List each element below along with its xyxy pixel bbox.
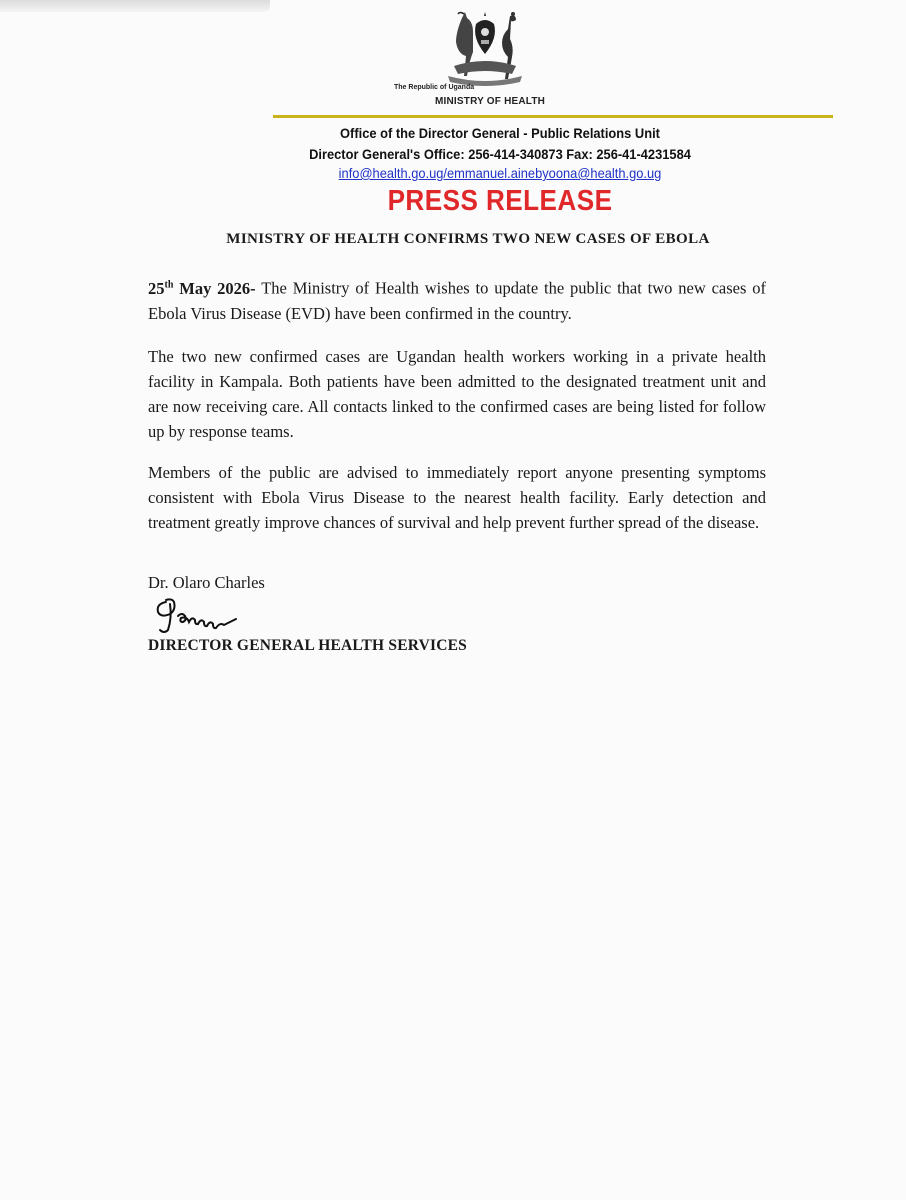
coat-of-arms-icon [440,10,530,88]
paragraph-3: Members of the public are advised to immediately report anyone presenting symptoms consistent with Ebola Virus Disease to the nearest health facility. Early detection and treatment greatly improve chances of survival and help prevent further spread of the disease. [148,463,766,532]
headline: MINISTRY OF HEALTH CONFIRMS TWO NEW CASES OF EBOLA [226,231,710,247]
date-suffix: th [164,279,174,290]
contact-phone-line: Director General's Office: 256-414-340873 Fax: 256-41-4231584 [309,146,691,162]
scan-edge [0,0,270,12]
office-line: Office of the Director General - Public Relations Unit [340,125,660,141]
paragraph-2: The two new confirmed cases are Ugandan health workers working in a private health facility in Kampala. Both patients have been admitted to the designated treatment unit and are now receiving care. All contacts linked to the confirmed cases are being listed for follow up by response teams. [148,347,766,441]
signer-name: Dr. Olaro Charles [148,573,265,592]
signature-mark [152,594,262,636]
contact-email-link[interactable]: info@health.go.ug/emmanuel.ainebyoona@health.go.ug [338,165,662,181]
date-day: 25 [148,278,165,298]
signer-title: DIRECTOR GENERAL HEALTH SERVICES [148,637,467,654]
republic-label: The Republic of Uganda [394,84,475,91]
paragraph-1 [148,272,766,326]
press-release-title: PRESS RELEASE [387,185,613,217]
date-label [148,279,256,298]
date-rest: May 2026- [173,278,256,298]
paragraph-1-text: The Ministry of Health wishes to update the public that two new cases of Ebola Virus Disease (EVD) have been confirmed in the country. [148,278,766,323]
ministry-label: MINISTRY OF HEALTH [435,96,546,107]
header-rule [273,115,833,118]
